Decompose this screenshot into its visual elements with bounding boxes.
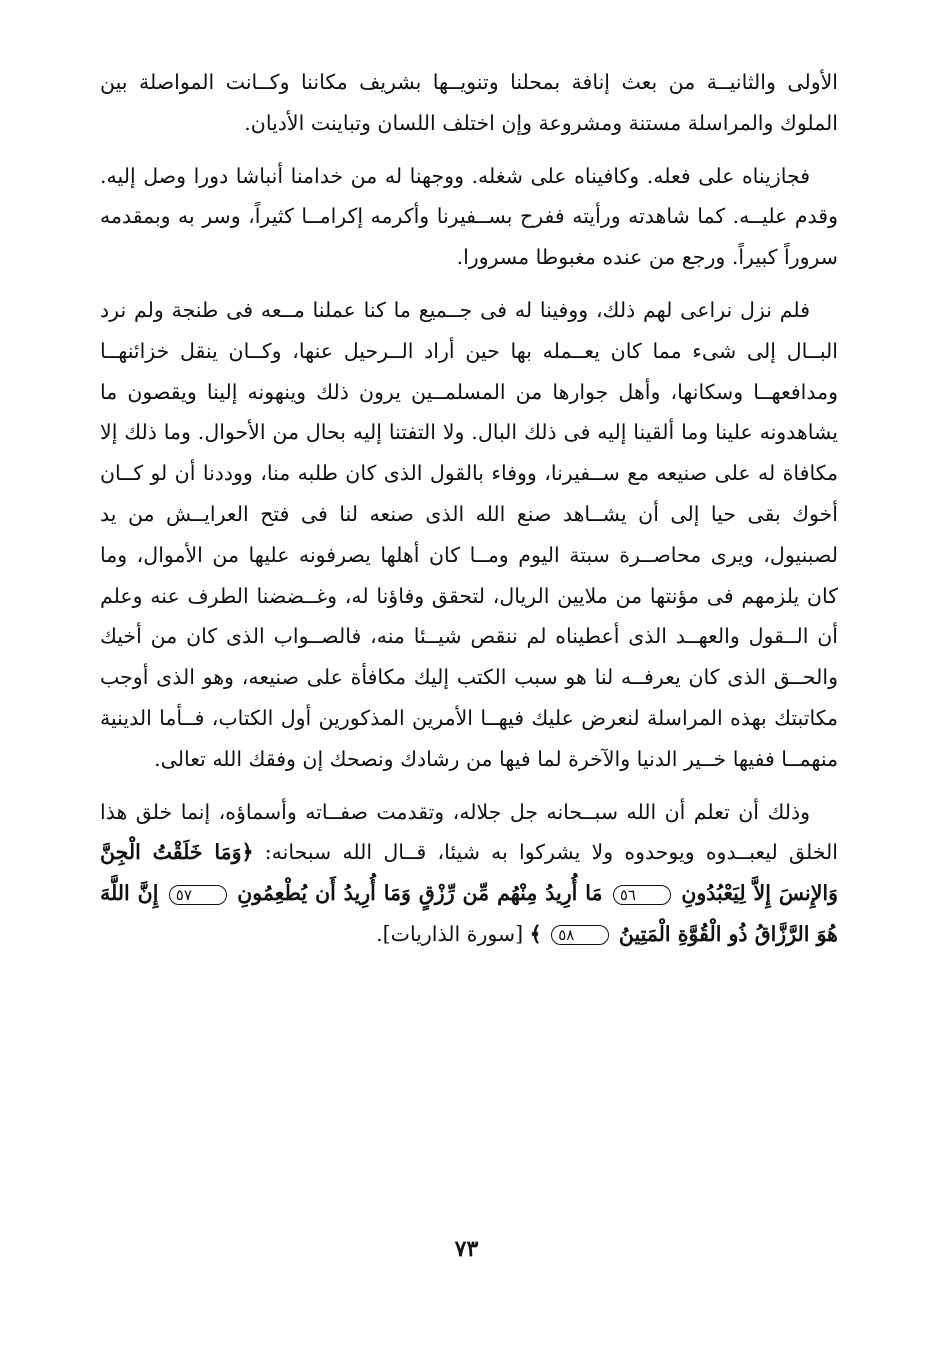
paragraph-4-intro: وذلك أن تعلم أن الله سبــحانه جل جلاله، وتقدمت صفــاته وأسماؤه، إنما خلق هذا الخلق ليعبــدوه ويوحدوه ولا يشركوا به شيئا، قــال الله سبحانه: bbox=[100, 799, 838, 865]
surah-citation: [سورة الذاريات]. bbox=[376, 921, 524, 946]
paragraph-1: الأولى والثانيــة من بعث إنافة بمحلنا وتنويــها بشريف مكاننا وكــانت المواصلة بين الملوك والمراسلة مستنة ومشروعة وإن اختلف اللسان وتباينت الأديان. bbox=[100, 70, 838, 135]
paragraph-3: فلم نزل نراعى لهم ذلك، ووفينا له فى جــميع ما كنا عملنا مــعه فى طنجة ولم نرد البــال إلى شىء مما كان يعــمله بها حين أراد الــرحيل عنها، وكــان ينقل خزائنهــا ومدافعهــا وسكانها، وأهل جوارها من المسلمــين يرون ذلك وينهونه إلينا ويقصون ما يشاهدونه علينا وما ألقينا إليه فى ذلك البال. ولا التفتنا إليه بحال من الأحوال. وما ذلك إلا مكافاة له على صنيعه مع ســفيرنا، ووفاء بالقول الذى كان طلبه منا، ووددنا أن لو كــان أخوك بقى حيا إلى أن يشــاهد صنع الله الذى صنعه لنا فى فتح العرايــش من يد لصبنيول، ويرى محاصــرة سبتة اليوم ومــا كان أهلها يصرفونه عليها من الأموال، وما كان يلزمهم فى مؤنتها من ملايين الريال، لتحقق وفاؤنا له، وغــضضنا الطرف عنه وعلم أن الــقول والعهــد الذى أعطيناه لم ننقص شيــئا منه، فالصــواب الذى كان من أخيك والحــق الذى كان يعرفــه لنا هو سبب الكتب إليك مكافأة على صنيعه، وهو الذى أوجب مكاتبتك بهذه المراسلة لنعرض عليك فيهــا الأمرين المذكورين أول الكتاب، فــأما الدينية منهمــا ففيها خــير الدنيا والآخرة لما فيها من رشادك ونصحك إن وفقك الله تعالى. bbox=[100, 297, 838, 771]
paragraph-2: فجازيناه على فعله. وكافيناه على شغله. ووجهنا له من خدامنا أنباشا دورا وصل إليه. وقدم عليــه. كما شاهدته ورأيته ففرح بســفيرنا وأكرمه إكرامــا كثيراً، وسر به وبمقدمه سروراً كبيراً. ورجع من عنده مغبوطا مسرورا. bbox=[100, 163, 838, 270]
quran-close-bracket: ﴾ bbox=[529, 921, 542, 946]
page-number: ٧٣ bbox=[454, 1236, 479, 1262]
quran-verse-1: ﴿وَمَا خَلَقْتُ الْجِنَّ وَالإِنسَ إِلاَّ لِيَعْبُدُونِ bbox=[100, 840, 838, 906]
paragraph-4 bbox=[100, 792, 838, 955]
ayah-number-58: ٥٨ bbox=[551, 925, 609, 945]
ayah-number-56: ٥٦ bbox=[613, 885, 671, 905]
quran-verse-2: مَا أُرِيدُ مِنْهُم مِّن رِّزْقٍ وَمَا أُرِيدُ أَن يُطْعِمُونِ bbox=[237, 881, 603, 906]
quran-verse-3: إِنَّ اللَّهَ هُوَ الرَّزَّاقُ ذُو الْقُوَّةِ الْمَتِينُ bbox=[100, 881, 838, 946]
body-text bbox=[100, 62, 838, 967]
ayah-number-57: ٥٧ bbox=[169, 885, 227, 905]
